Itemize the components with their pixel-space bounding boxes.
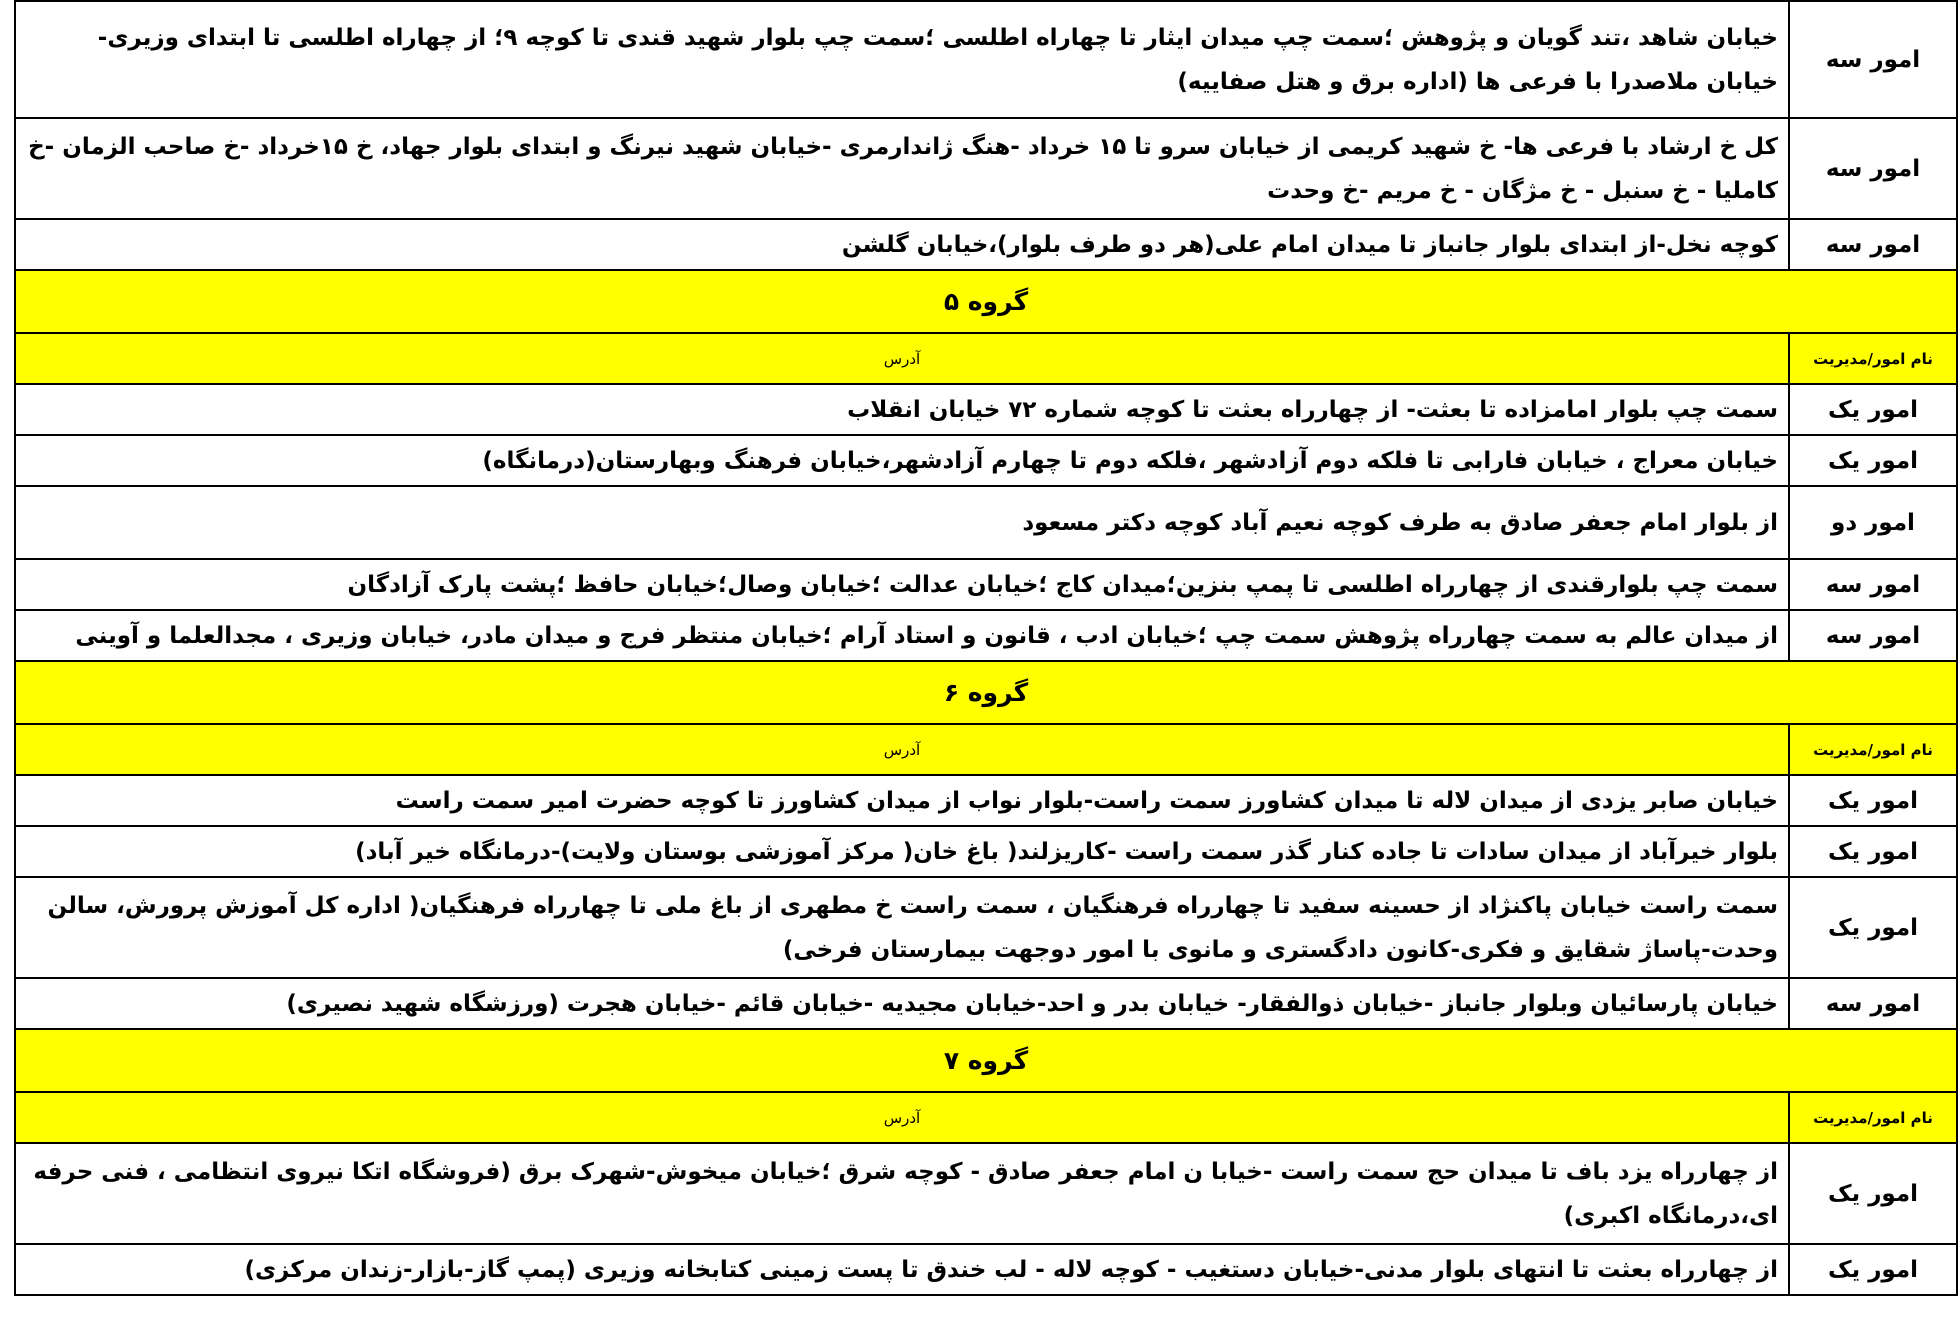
address-cell: سمت چپ بلوارقندی از چهارراه اطلسی تا پمپ بنزین؛میدان کاج ؛خیابان عدالت ؛خیابان وصال؛خیابان حافظ ؛پشت پارک آزادگان <box>15 559 1789 610</box>
address-cell: از بلوار امام جعفر صادق به طرف کوچه نعیم آباد کوچه دکتر مسعود <box>15 486 1789 559</box>
address-cell: از چهارراه بعثت تا انتهای بلوار مدنی-خیابان دستغیب - کوچه لاله - لب خندق تا پست زمینی کتابخانه وزیری (پمپ گاز-بازار-زندان مرکزی) <box>15 1244 1789 1295</box>
department-name-cell: امور سه <box>1789 118 1957 219</box>
table-row <box>15 1 1957 118</box>
table-row <box>15 775 1957 826</box>
department-name-cell: امور سه <box>1789 978 1957 1029</box>
column-header-name: نام امور/مدیریت <box>1789 333 1957 384</box>
address-cell: کل خ ارشاد با فرعی ها- خ شهید کریمی از خیابان سرو تا ۱۵ خرداد -هنگ ژاندارمری -خیابان شهید نیرنگ و ابتدای بلوار جهاد، خ ۱۵خرداد -خ صاحب الزمان -خ کاملیا - خ سنبل - خ مژگان - خ مریم -خ وحدت <box>15 118 1789 219</box>
table-row <box>15 610 1957 661</box>
table-row <box>15 384 1957 435</box>
group-title: گروه ۶ <box>15 661 1957 724</box>
table-row <box>15 877 1957 978</box>
address-cell: سمت راست خیابان پاکنژاد از حسینه سفید تا چهارراه فرهنگیان ، سمت راست خ مطهری از باغ ملی تا چهارراه فرهنگیان( اداره کل آموزش پرورش، سالن وحدت-پاساژ شقایق و فکری-کانون دادگستری و مانوی با امور دوجهت بیمارستان فرخی) <box>15 877 1789 978</box>
address-cell: خیابان پارسائیان وبلوار جانباز -خیابان ذوالفقار- خیابان بدر و احد-خیابان مجیدیه -خیابان قائم -خیابان هجرت (ورزشگاه شهید نصیری) <box>15 978 1789 1029</box>
table-row <box>15 559 1957 610</box>
column-header-name: نام امور/مدیریت <box>1789 1092 1957 1143</box>
department-name-cell: امور یک <box>1789 877 1957 978</box>
column-header-address: آدرس <box>15 333 1789 384</box>
department-name-cell: امور یک <box>1789 384 1957 435</box>
table-row <box>15 826 1957 877</box>
address-cell: خیابان شاهد ،تند گویان و پژوهش ؛سمت چپ میدان ایثار تا چهاراه اطلسی ؛سمت چپ بلوار شهید قندی تا کوچه ۹؛ از چهاراه اطلسی تا ابتدای وزیری- خیابان ملاصدرا با فرعی ها (اداره برق و هتل صفاییه) <box>15 1 1789 118</box>
column-header-row <box>15 1092 1957 1143</box>
department-name-cell: امور یک <box>1789 435 1957 486</box>
column-header-name: نام امور/مدیریت <box>1789 724 1957 775</box>
address-cell: از میدان عالم به سمت چهارراه پژوهش سمت چپ ؛خیابان ادب ، قانون و استاد آرام ؛خیابان منتظر فرج و میدان مادر، خیابان وزیری ، مجدالعلما و آوینی <box>15 610 1789 661</box>
column-header-row <box>15 333 1957 384</box>
table-row <box>15 486 1957 559</box>
department-name-cell: امور سه <box>1789 219 1957 270</box>
department-name-cell: امور سه <box>1789 559 1957 610</box>
department-name-cell: امور یک <box>1789 1244 1957 1295</box>
department-name-cell: امور یک <box>1789 826 1957 877</box>
column-header-address: آدرس <box>15 724 1789 775</box>
table-row <box>15 118 1957 219</box>
table-row <box>15 978 1957 1029</box>
table-row <box>15 1244 1957 1295</box>
group-header-row <box>15 661 1957 724</box>
address-table <box>14 0 1958 1296</box>
group-title: گروه ۵ <box>15 270 1957 333</box>
table-row <box>15 219 1957 270</box>
table-row <box>15 435 1957 486</box>
address-table-body <box>15 1 1957 1295</box>
address-cell: سمت چپ بلوار امامزاده تا بعثت- از چهارراه بعثت تا کوچه شماره ۷۲ خیابان انقلاب <box>15 384 1789 435</box>
department-name-cell: امور سه <box>1789 1 1957 118</box>
department-name-cell: امور دو <box>1789 486 1957 559</box>
department-name-cell: امور یک <box>1789 775 1957 826</box>
table-row <box>15 1143 1957 1244</box>
group-header-row <box>15 270 1957 333</box>
column-header-address: آدرس <box>15 1092 1789 1143</box>
address-cell: خیابان معراج ، خیابان فارابی تا فلکه دوم آزادشهر ،فلکه دوم تا چهارم آزادشهر،خیابان فرهنگ وبهارستان(درمانگاه) <box>15 435 1789 486</box>
column-header-row <box>15 724 1957 775</box>
address-cell: بلوار خیرآباد از میدان سادات تا جاده کنار گذر سمت راست -کاریزلند( باغ خان( مرکز آموزشی بوستان ولایت)-درمانگاه خیر آباد) <box>15 826 1789 877</box>
address-cell: خیابان صابر یزدی از میدان لاله تا میدان کشاورز سمت راست-بلوار نواب از میدان کشاورز تا کوچه حضرت امیر سمت راست <box>15 775 1789 826</box>
group-header-row <box>15 1029 1957 1092</box>
address-cell: کوچه نخل-از ابتدای بلوار جانباز تا میدان امام علی(هر دو طرف بلوار)،خیابان گلشن <box>15 219 1789 270</box>
department-name-cell: امور سه <box>1789 610 1957 661</box>
group-title: گروه ۷ <box>15 1029 1957 1092</box>
department-name-cell: امور یک <box>1789 1143 1957 1244</box>
address-cell: از چهارراه یزد باف تا میدان حج سمت راست -خیابا ن امام جعفر صادق - کوچه شرق ؛خیابان میخوش-شهرک برق (فروشگاه اتکا نیروی انتظامی ، فنی حرفه ای،درمانگاه اکبری) <box>15 1143 1789 1244</box>
